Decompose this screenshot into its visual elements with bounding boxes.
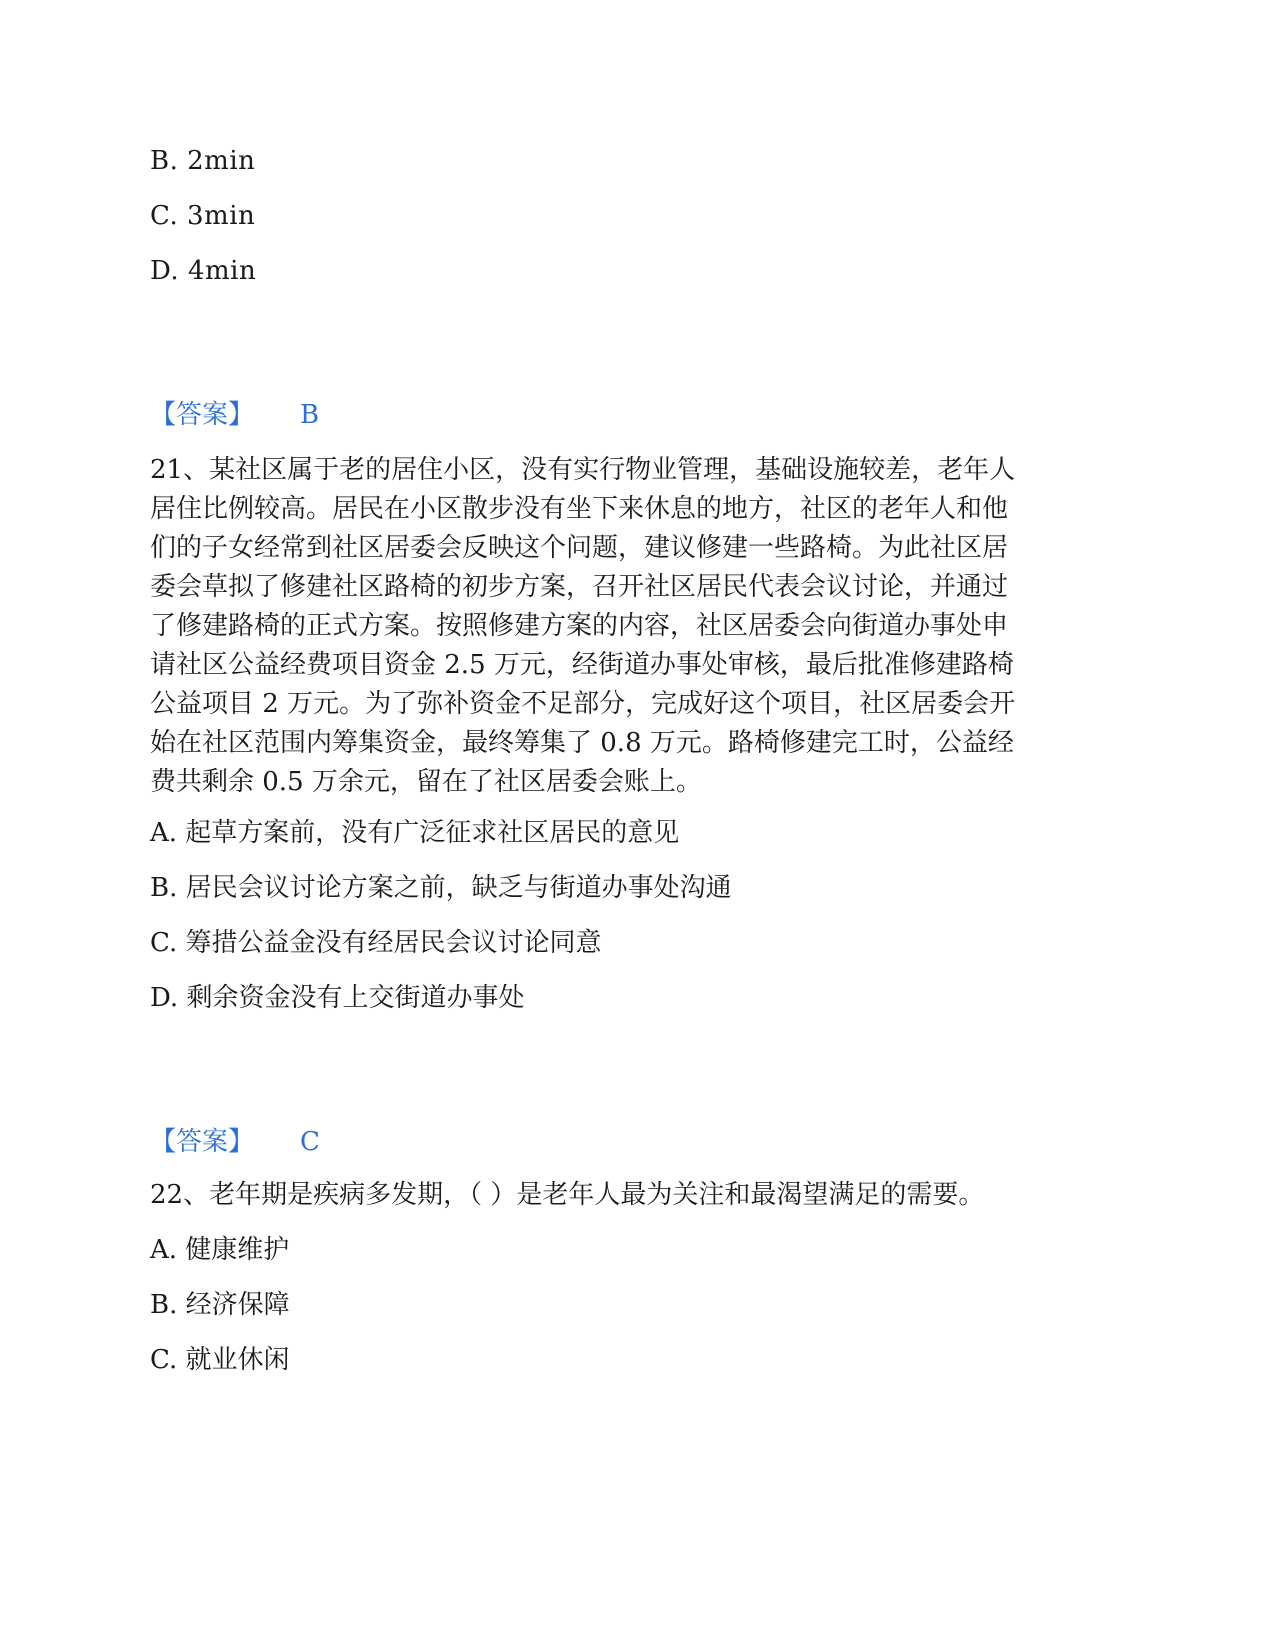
q20-option-c: C. 3min [150,201,256,231]
q21-option-d: D. 剩余资金没有上交街道办事处 [150,983,525,1013]
answer-value: B [300,400,320,430]
q21-stem-line: 始在社区范围内筹集资金，最终筹集了 0.8 万元。路椅修建完工时，公益经 [150,728,1014,758]
q21-stem-line: 21、某社区属于老的居住小区，没有实行物业管理，基础设施较差，老年人 [150,455,1016,485]
q21-stem-line: 公益项目 2 万元。为了弥补资金不足部分，完成好这个项目，社区居委会开 [150,689,1016,719]
q22-option-c: C. 就业休闲 [150,1345,290,1375]
q21-stem [150,451,1110,802]
q21-stem-line: 们的子女经常到社区居委会反映这个问题，建议修建一些路椅。为此社区居 [150,533,1009,563]
answer-row-2 [150,1127,320,1157]
answer-label: 【答案】 [150,400,255,430]
q21-stem-line: 了修建路椅的正式方案。按照修建方案的内容，社区居委会向街道办事处申 [150,611,1009,641]
q21-stem-line: 请社区公益经费项目资金 2.5 万元，经街道办事处审核，最后批准修建路椅 [150,650,1014,680]
answer-label: 【答案】 [150,1127,255,1157]
q22-option-a: A. 健康维护 [150,1235,290,1265]
answer-value: C [300,1127,320,1157]
q22-stem: 22、老年期是疾病多发期，（ ）是老年人最为关注和最渴望满足的需要。 [150,1180,985,1210]
q20-option-b: B. 2min [150,146,256,176]
q21-option-b: B. 居民会议讨论方案之前，缺乏与街道办事处沟通 [150,873,732,903]
answer-row-1 [150,400,319,430]
q21-option-a: A. 起草方案前，没有广泛征求社区居民的意见 [150,818,680,848]
q21-option-c: C. 筹措公益金没有经居民会议讨论同意 [150,928,602,958]
q21-stem-line: 居住比例较高。居民在小区散步没有坐下来休息的地方，社区的老年人和他 [150,494,1009,524]
q21-stem-line: 费共剩余 0.5 万余元，留在了社区居委会账上。 [150,767,702,797]
q20-option-d: D. 4min [150,256,257,286]
q21-stem-line: 委会草拟了修建社区路椅的初步方案，召开社区居民代表会议讨论，并通过 [150,572,1009,602]
q22-option-b: B. 经济保障 [150,1290,290,1320]
